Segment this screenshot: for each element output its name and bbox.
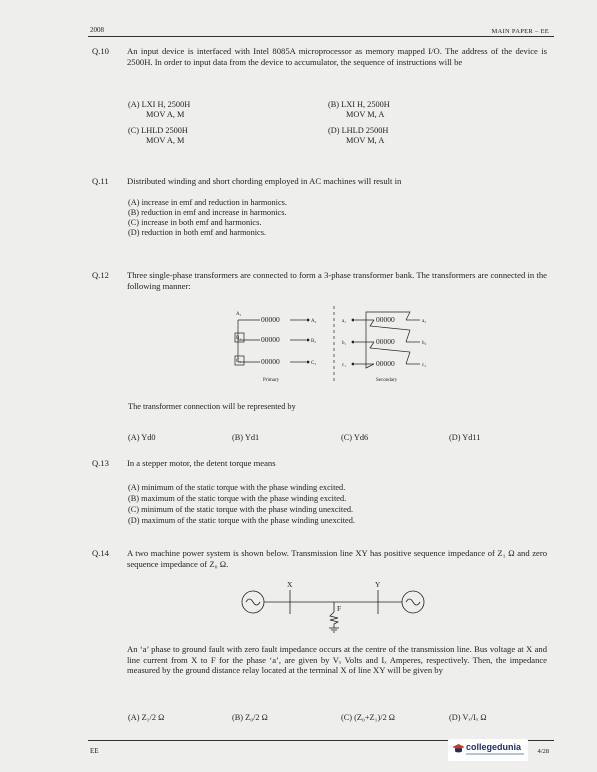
q13-number: Q.13 (92, 458, 109, 468)
q14-paragraph: An ‘a’ phase to ground fault with zero fault impedance occurs at the centre of the transmission line. Bus voltage at X and line current from X to F for the phase ‘a’, are given by Vₓ Volts and Iₓ Amperes, respectively. Then, the impedance measured by the ground distance relay located at the terminal X of line XY will be given by (127, 644, 547, 676)
terminal-C1: C₁ (236, 359, 242, 364)
q12-option-d: (D) Yd11 (449, 433, 481, 442)
q14-option-c: (C) (Z₀+Z₁)/2 Ω (341, 713, 395, 722)
q14-option-a: (A) Z₁/2 Ω (128, 713, 165, 722)
q10-option-b: (B) LXI H, 2500H (328, 100, 390, 109)
bus-y-label: Y (375, 580, 381, 589)
secondary-label: Secondary (376, 378, 398, 383)
terminal-A1: A₁ (236, 312, 242, 317)
fault-f-label: F (337, 604, 342, 613)
q12-stem: The transformer connection will be represented by (128, 402, 296, 411)
logo-text: collegedunia (466, 742, 522, 752)
q10-text: An input device is interfaced with Intel 8085A microprocessor as memory mapped I/O. The address of the device is 2500H. In order to input data from the device to accumulator, the sequence of instructions will be (127, 46, 547, 67)
logo-tagline-bar (466, 753, 524, 755)
q10-option-a: (A) LXI H, 2500H (128, 100, 191, 109)
terminal-c2: c₂ (422, 363, 426, 368)
terminal-a2: a₂ (422, 319, 426, 324)
q13-option-a: (A) minimum of the static torque with the phase winding excited. (128, 483, 346, 492)
q10-option-d-line2: MOV M, A (346, 136, 385, 145)
q11-option-a: (A) increase in emf and reduction in harmonics. (128, 198, 287, 207)
q13-option-c: (C) minimum of the static torque with the phase winding unexcited. (128, 505, 354, 514)
q11-option-d: (D) reduction in both emf and harmonics. (128, 228, 267, 237)
q10-option-c-line2: MOV A, M (146, 136, 185, 145)
q10-number: Q.10 (92, 46, 109, 56)
terminal-c1: c₁ (342, 363, 346, 368)
terminal-b1: b₁ (342, 341, 347, 346)
q14-number: Q.14 (92, 548, 109, 558)
primary-label: Primary (263, 378, 280, 383)
q12-option-a: (A) Yd0 (128, 433, 156, 442)
two-machine-system-diagram (232, 578, 432, 640)
secondary-coil-a: 00000 (376, 315, 395, 324)
q12-number: Q.12 (92, 270, 109, 280)
secondary-coil-c: 00000 (376, 359, 395, 368)
primary-coil-a: 00000 (261, 315, 280, 324)
graduate-cap-icon (452, 743, 465, 756)
q10-option-b-line2: MOV M, A (346, 110, 385, 119)
q11-text: Distributed winding and short chording employed in AC machines will result in (127, 176, 402, 186)
q13-option-d: (D) maximum of the static torque with the phase winding unexcited. (128, 516, 355, 525)
q11-number: Q.11 (92, 176, 109, 186)
page-number: 4/28 (537, 748, 549, 755)
q10-option-a-line2: MOV A, M (146, 110, 185, 119)
q13-option-b: (B) maximum of the static torque with the phase winding excited. (128, 494, 347, 503)
bus-x-label: X (287, 580, 293, 589)
q11-option-c: (C) increase in both emf and harmonics. (128, 218, 262, 227)
terminal-C2: C₂ (311, 361, 317, 366)
primary-coil-c: 00000 (261, 357, 280, 366)
header-year: 2008 (90, 26, 104, 34)
secondary-coil-b: 00000 (376, 337, 395, 346)
q14-text: A two machine power system is shown below. Transmission line XY has positive sequence impedance of Z₁ Ω and zero sequence impedance of Z₀ Ω. (127, 548, 547, 569)
q12-option-b: (B) Yd1 (232, 433, 260, 442)
terminal-B2: B₂ (311, 339, 317, 344)
footer-code: EE (90, 747, 99, 755)
q10-option-d: (D) LHLD 2500H (328, 126, 389, 135)
terminal-b2: b₂ (422, 341, 427, 346)
terminal-B1: B₁ (236, 336, 242, 341)
transformer-connection-diagram (230, 302, 440, 392)
q12-option-c: (C) Yd6 (341, 433, 369, 442)
primary-coil-b: 00000 (261, 335, 280, 344)
q14-option-d: (D) Vₓ/Iₓ Ω (449, 713, 487, 722)
terminal-A2: A₂ (311, 319, 317, 324)
terminal-a1: a₁ (342, 319, 346, 324)
collegedunia-logo (448, 739, 528, 761)
q14-option-b: (B) Z₀/2 Ω (232, 713, 268, 722)
q13-text: In a stepper motor, the detent torque means (127, 458, 276, 468)
q11-option-b: (B) reduction in emf and increase in harmonics. (128, 208, 287, 217)
header-rule (88, 36, 554, 37)
header-paper: MAIN PAPER – EE (491, 28, 549, 35)
q10-option-c: (C) LHLD 2500H (128, 126, 188, 135)
q12-text: Three single-phase transformers are connected to form a 3-phase transformer bank. The transformers are connected in the following manner: (127, 270, 547, 291)
